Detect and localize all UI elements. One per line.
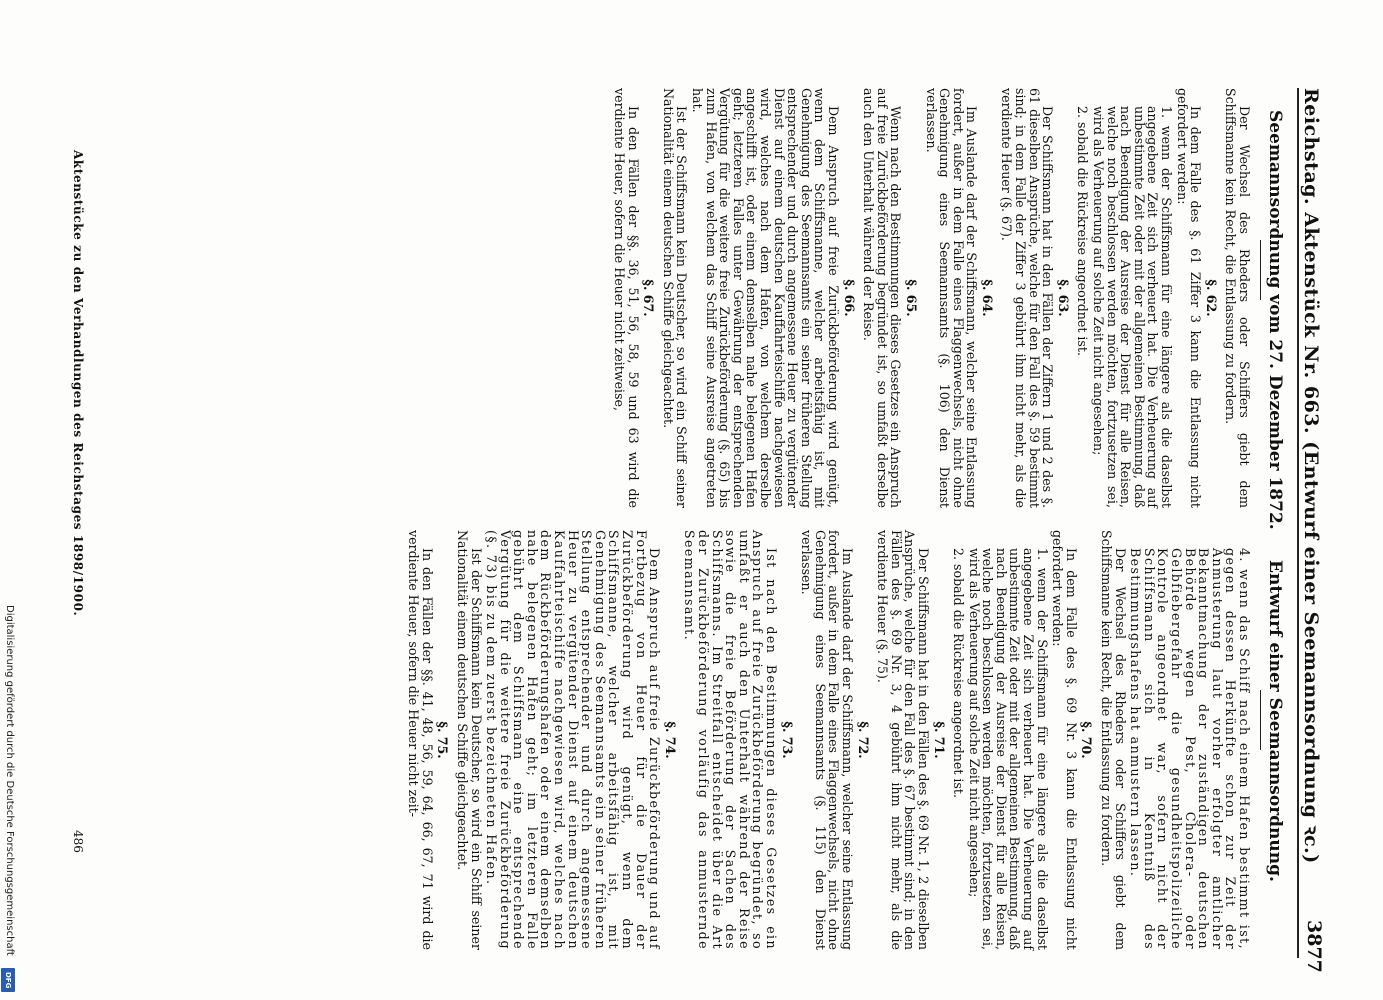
paragraph: In den Fällen der §§. 41, 48, 56, 59, 64, 66, 67, 71 wird die verdiente Heuer, sofern die Heuer nicht zeit- bbox=[406, 530, 435, 950]
section-heading: §. 71. bbox=[931, 721, 947, 759]
paragraph: Wenn nach den Bestimmungen dieses Gesetzes ein Anspruch auf freie Zurückbeförderung begründet ist, so umfaßt derselbe auch den Unterhalt während der Reise. bbox=[861, 88, 904, 508]
section-heading: §. 65. bbox=[903, 279, 919, 317]
dfg-logo-icon: DFG bbox=[1, 968, 15, 992]
paragraph: Ist der Schiffsmann kein Deutscher, so wird ein Schiff seiner Nationalität einem deutschen Schiffe gleichgeachtet. bbox=[660, 88, 690, 508]
paragraph: Ist nach den Bestimmungen dieses Gesetzes ein Anspruch auf freie Zurückbeförderung begründet, so umfaßt er auch den Unterhalt während der Reise sowie die freie Beförderung der Sachen des Schiffsmanns. Im Streitfall entscheidet über die Art der Zurückbeförderung vorläufig das anmusternde Seemannsamt. bbox=[682, 530, 779, 950]
digitization-credit: Digitalisierung gefördert durch die Deutsche Forschungsgemeinschaft bbox=[4, 605, 15, 956]
running-header: Reichstag. Aktenstück Nr. 663. (Entwurf einer Seemannsordnung ꝛc.) bbox=[1300, 88, 1322, 864]
section-heading: §. 64. bbox=[979, 279, 995, 317]
section-heading: §. 63. bbox=[1055, 279, 1071, 317]
folio-number: 486 bbox=[71, 830, 85, 853]
right-column bbox=[405, 530, 1251, 950]
paragraph: Dem Anspruch auf freie Zurückbeförderung und auf Fortbezug von Heuer für die Dauer der Zurückbeförderung wird genügt, wenn dem Schiffsmanne, welcher arbeitsfähig ist, mit Genehmigung des Seemannsamts ein seiner früheren Stellung entsprechender und durch angemessene Heuer zu vergütender Dienst auf einem deutschen Kauffahrteischiffe nachgewiesen wird, welches nach dem Rückbeförderungshafen oder einem demselben nahe belegenen Hafen geht; im letzteren Falle gebührt dem Schiffsmann eine entsprechende Vergütung für die weitere freie Zurückbeförderung (§. 73) bis zu dem zuerst bezeichneten Hafen. bbox=[484, 530, 663, 950]
header-rule bbox=[1297, 88, 1299, 958]
paragraph: Der Wechsel des Rheders oder Schiffers giebt dem Schiffsmanne kein Recht, die Entlassung zu fordern. bbox=[1099, 530, 1128, 950]
list-item: 4. wenn das Schiff nach einem Hafen bestimmt ist, gegen dessen Herkünfte schon zur Zeit der Anmusterung laut vorher erfolgter amtlicher Bekanntmachung der zuständigen deutschen Behörde wegen Pest, Cholera- oder Gelbfiebergefahr die gesundheitspolizeiliche Kontrole angeordnet war, sofern nicht der Schiffsmann sich in Kenntniß des Bestimmungshafens hat anmustern lassen. bbox=[1128, 548, 1252, 950]
paragraph: In den Fällen der §§. 36, 51, 56, 58, 59 und 63 wird die verdiente Heuer, sofern die Heuer nicht zeitweise, bbox=[612, 88, 641, 508]
paragraph: Im Auslande darf der Schiffsmann, welcher seine Entlassung fordert, außer in dem Falle eines Flaggenwechsels, nicht ohne Genehmigung eines Seemannsamts (§. 115) den Dienst verlassen. bbox=[799, 530, 855, 950]
footer-source: Aktenstücke zu den Verhandlungen des Reichstages 1898/1900. bbox=[71, 150, 85, 617]
paragraph: Der Schiffsmann hat in den Fällen des §. 69 Nr. 1, 2 dieselben Ansprüche, welche für den Fall des §. 67 bestimmt sind; in den Fällen des §. 69 Nr. 3, 4 gebührt ihm nicht mehr, als die verdiente Heuer (§. 75). bbox=[875, 530, 931, 950]
paragraph: Der Wechsel des Rheders oder Schiffers giebt dem Schiffsmanne kein Recht, die Entlassung zu fordern. bbox=[1223, 88, 1252, 508]
section-heading: §. 62. bbox=[1203, 279, 1219, 317]
paragraph: In dem Falle des §. 69 Nr. 3 kann die Entlassung nicht gefordert werden: bbox=[1050, 530, 1079, 950]
list-item: 1. wenn der Schiffsmann für eine längere als die daselbst angegebene Zeit sich verheuert hat. Die Verheuerung auf unbestimmte Zeit oder mit der allgemeinen Bestimmung, daß nach Beendigung der Ausreise der Dienst für alle Reisen, welche noch beschlossen werden möchten, fortzusetzen sei, wird als Verheuerung auf solche Zeit nicht angesehen; bbox=[966, 548, 1050, 950]
right-column-title: Entwurf einer Seemannsordnung. bbox=[1265, 560, 1285, 882]
page-number: 3877 bbox=[1303, 920, 1325, 973]
list-item: 2. sobald die Rückreise angeordnet ist. bbox=[1075, 106, 1091, 356]
paragraph: Im Auslande darf der Schiffsmann, welcher seine Entlassung fordert, außer in dem Falle eines Flaggenwechsels, nicht ohne Genehmigung eines Seemannsamts (§. 106) den Dienst verlassen. bbox=[923, 88, 980, 508]
section-heading: §. 73. bbox=[779, 721, 795, 759]
section-heading: §. 75. bbox=[435, 721, 451, 759]
paragraph: Dem Anspruch auf freie Zurückbeförderung wird genügt, wenn dem Schiffsmanne, welcher arbeitsfähig ist, mit Genehmigung des Seemannsamts ein seiner früheren Stellung entsprechender und durch angemessene Heuer zu vergütender Dienst auf einem deutschen Kauffahrteischiffe nachgewiesen wird, welches nach dem Hafen, von welchem derselbe angeschifft ist, oder einem demselben nahe belegenen Hafen geht; letzteren Falles unter Gewährung der entsprechenden Vergütung für die weitere freie Zurückbeförderung (§. 65) bis zum Hafen, von welchem das Schiff seine Ausreise angetreten hat. bbox=[690, 88, 841, 508]
paragraph: Ist der Schiffsmann kein Deutscher, so wird ein Schiff seiner Nationalität einem deutschen Schiffe gleichgeachtet. bbox=[454, 530, 484, 950]
section-heading: §. 74. bbox=[662, 721, 678, 759]
list-item: 2. sobald die Rückreise angeordnet ist. bbox=[951, 548, 967, 798]
section-heading: §. 66. bbox=[841, 279, 857, 317]
list-item: 1. wenn der Schiffsmann für eine längere als die daselbst angegebene Zeit sich verheuert hat. Die Verheuerung auf unbestimmte Zeit oder mit der allgemeinen Bestimmung, daß nach Beendigung der Ausreise der Dienst für alle Reisen, welche noch beschlossen werden möchten, fortzusetzen sei, wird als Verheuerung auf solche Zeit nicht angesehen; bbox=[1091, 106, 1175, 508]
left-column bbox=[610, 88, 1251, 508]
section-heading: §. 70. bbox=[1079, 721, 1095, 759]
section-heading: §. 72. bbox=[855, 721, 871, 759]
left-title-rule bbox=[1260, 240, 1261, 300]
paragraph: In dem Falle des §. 61 Ziffer 3 kann die Entlassung nicht gefordert werden: bbox=[1174, 88, 1204, 508]
left-column-title: Seemannsordnung vom 27. Dezember 1872. bbox=[1265, 110, 1285, 530]
paragraph: Der Schiffsmann hat in den Fällen der Ziffern 1 und 2 des §. 61 dieselben Ansprüche, welche für den Fall des §. 59 bestimmt sind; in dem Falle der Ziffer 3 gebührt ihm nicht mehr, als die verdiente Heuer (§. 67). bbox=[999, 88, 1056, 508]
right-title-rule bbox=[1260, 690, 1261, 750]
section-heading: §. 67. bbox=[641, 279, 657, 317]
